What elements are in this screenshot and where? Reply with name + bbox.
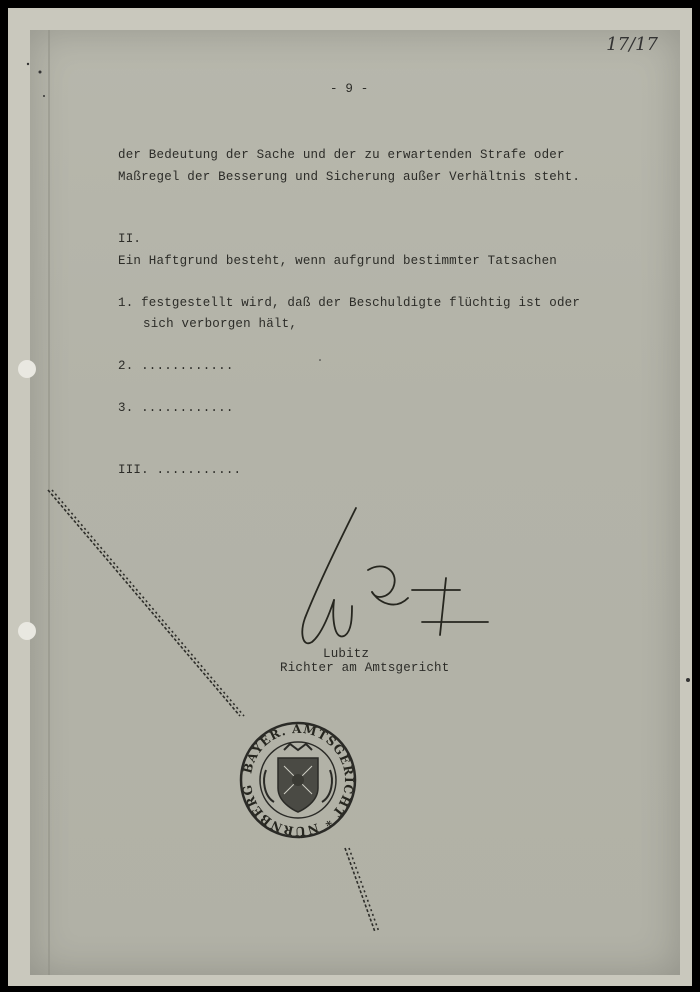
diagonal-hatch-mark [48, 490, 379, 932]
list-item-2: 2. ............ [118, 359, 234, 373]
list-item-1-cont: sich verborgen hält, [143, 317, 298, 331]
court-seal [240, 722, 356, 840]
list-item-1: 1. festgestellt wird, daß der Beschuldigte flüchtig ist oder [118, 296, 581, 310]
signatory-title: Richter am Amtsgericht [280, 661, 450, 675]
scan-specks [27, 63, 690, 682]
text-line-2: Maßregel der Besserung und Sicherung außer Verhältnis steht. [118, 170, 581, 184]
text-line-3: Ein Haftgrund besteht, wenn aufgrund bestimmter Tatsachen [118, 254, 557, 268]
handwritten-signature [302, 508, 488, 643]
section-heading-3: III. ........... [118, 463, 242, 477]
list-item-3: 3. ............ [118, 401, 234, 415]
text-line-1: der Bedeutung der Sache und der zu erwartenden Strafe oder [118, 148, 565, 162]
signatory-name: Lubitz [323, 647, 370, 661]
section-heading-2: II. [118, 232, 142, 246]
archive-number: 17/17 [606, 34, 658, 55]
page-number: - 9 - [330, 82, 369, 96]
seal-lettering: BAYER. AMTSGERICHT * NÜRNBERG [239, 721, 357, 839]
